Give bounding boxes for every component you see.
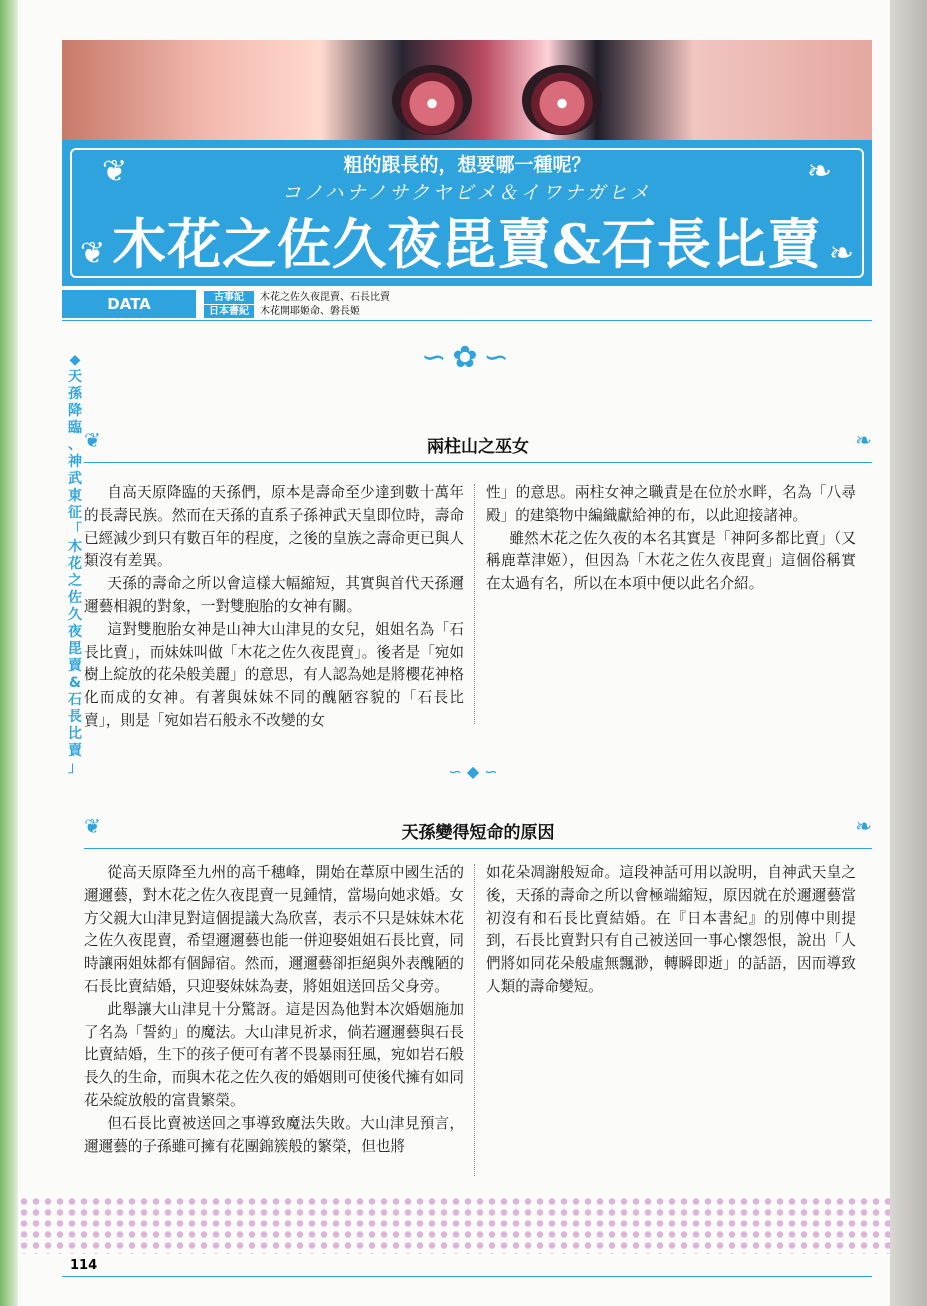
paragraph: 性」的意思。兩柱女神之職責是在位於水畔，名為「八尋殿」的建築物中編織獻給神的布，以此迎接諸神。 [486, 484, 856, 524]
side-label-char: 東 [68, 488, 82, 504]
side-label-char: 征 [68, 505, 82, 521]
column-divider [474, 484, 475, 724]
swirl-ornament-icon: ❧ [806, 154, 832, 189]
swirl-ornament-icon: ❦ [84, 814, 101, 838]
side-label-char: 天 [68, 369, 82, 385]
side-chapter-label [64, 352, 86, 777]
paragraph: 但石長比賣被送回之事導致魔法失敗。大山津見預言，邇邇藝的子孫雖可擁有花團錦簇般的繁榮，但也將 [84, 1114, 464, 1155]
swirl-ornament-icon: ❦ [102, 154, 128, 189]
section-heading-text: 兩柱山之巫女 [427, 437, 529, 457]
data-row [204, 305, 360, 318]
paragraph: 此舉讓大山津見十分驚訝。這是因為他對本次婚姻施加了名為「誓約」的魔法。大山津見祈求，倘若邇邇藝與石長比賣結婚，生下的孩子便可有著不畏暴雨狂風，宛如岩石般長久的生命，而與木花之佐久夜的婚姻則可使後代擁有如同花朵綻放般的富貴繁榮。 [84, 1000, 464, 1109]
side-label-char: & [68, 675, 82, 691]
swirl-ornament-icon: ❦ [84, 428, 101, 452]
side-label-char: 神 [68, 454, 82, 470]
flower-ornament-icon: ∽✿∽ [421, 340, 515, 375]
character-banner-image [62, 40, 872, 140]
side-label-char: 佐 [68, 590, 82, 606]
dot-pattern-decoration [18, 1196, 890, 1254]
section1-left-column [84, 482, 464, 733]
paragraph: 雖然木花之佐久夜的本名其實是「神阿多都比賣」（又稱鹿葦津姬），但因為「木花之佐久夜毘賣」這個俗稱實在太過有名，所以在本項中便以此名介紹。 [486, 529, 856, 593]
section2-right-column [486, 862, 856, 999]
data-row-key: 古事記 [204, 291, 254, 304]
swirl-ornament-icon: ❧ [855, 428, 872, 452]
paragraph: 如花朵凋謝般短命。這段神話可用以說明，自神武天皇之後，天孫的壽命之所以會極端縮短，原因就在於邇邇藝當初沒有和石長比賣結婚。在『日本書紀』的別傳中則提到，石長比賣對只有自己被送回一事心懷怨恨，說出「人們將如同花朵般虛無飄渺，轉瞬即逝」的話語，因而導致人類的壽命變短。 [486, 864, 856, 995]
page-title: 木花之佐久夜毘賣&石長比賣 [112, 212, 822, 276]
footer-rule [62, 1276, 872, 1277]
side-label-char: 石 [68, 692, 82, 708]
character-eye-right [522, 65, 602, 135]
divider-ornament-icon: ∽ ◆ ∽ [448, 762, 498, 781]
side-label-char: 比 [68, 726, 82, 742]
side-label-char: 夜 [68, 624, 82, 640]
section-heading [84, 426, 872, 463]
side-label-char: 花 [68, 556, 82, 572]
section2-left-column [84, 862, 464, 1158]
side-label-char: 之 [68, 573, 82, 589]
data-row-value: 木花開耶姬命、磐長姬 [260, 306, 360, 317]
side-label-char: ◆ [69, 352, 81, 368]
data-bar [62, 290, 872, 321]
paragraph: 天孫的壽命之所以會這樣大幅縮短，其實與首代天孫邇邇藝相親的對象，一對雙胞胎的女神有關。 [84, 575, 464, 615]
section-heading-text: 天孫變得短命的原因 [401, 823, 555, 843]
side-label-char: 降 [68, 403, 82, 419]
side-label-char: 賣 [68, 743, 82, 759]
book-page [18, 0, 890, 1306]
swirl-ornament-icon: ❧ [855, 814, 872, 838]
character-eye-left [392, 65, 472, 135]
page-number: 114 [70, 1258, 98, 1273]
paragraph: 這對雙胞胎女神是山神大山津見的女兒，姐姐名為「石長比賣」，而妹妹叫做「木花之佐久夜毘賣」。後者是「宛如樹上綻放的花朵般美麗」的意思，有人認為她是將櫻花神格化而成的女神。有著與妹妹不同的醜陋容貌的「石長比賣」，則是「宛如岩石般永不改變的女 [84, 620, 464, 729]
page-edge-strip [0, 0, 18, 1306]
swirl-ornament-icon: ❧ [828, 236, 854, 271]
column-divider [474, 864, 475, 1176]
data-row-value: 木花之佐久夜毘賣、石長比賣 [260, 292, 390, 303]
section-heading [84, 812, 872, 849]
side-label-char: 木 [68, 539, 82, 555]
side-label-char: 武 [68, 471, 82, 487]
banner-subtitle: 粗的跟長的，想要哪一種呢？ [343, 154, 591, 176]
side-label-char: 」 [68, 760, 82, 776]
side-label-char: 久 [68, 607, 82, 623]
side-label-char: 、 [68, 437, 82, 453]
side-label-char: 孫 [68, 386, 82, 402]
side-label-char: 臨 [68, 420, 82, 436]
data-label: DATA [62, 290, 196, 318]
side-label-char: 長 [68, 709, 82, 725]
paragraph: 自高天原降臨的天孫們，原本是壽命至少達到數十萬年的長壽民族。然而在天孫的直系子孫神武天皇即位時，壽命已經減少到只有數百年的程度，之後的皇族之壽命更已與人類沒有差異。 [84, 484, 464, 570]
swirl-ornament-icon: ❦ [80, 236, 106, 271]
data-row-key: 日本書紀 [204, 305, 254, 318]
title-box [62, 140, 872, 286]
book-spine-shadow [890, 0, 927, 1306]
banner-kana-reading: コノハナノサクヤビメ＆イワナガヒメ [281, 182, 652, 204]
side-label-char: 毘 [68, 641, 82, 657]
section1-right-column [486, 482, 856, 596]
side-label-char: 賣 [68, 658, 82, 674]
side-label-char: 「 [68, 522, 82, 538]
paragraph: 從高天原降至九州的高千穗峰，開始在葦原中國生活的邇邇藝，對木花之佐久夜毘賣一見鍾情，當場向她求婚。女方父親大山津見對這個提議大為欣喜，表示不只是妹妹木花之佐久夜毘賣，希望邇邇藝也能一併迎娶姐姐石長比賣，同時讓兩姐妹都有個歸宿。然而，邇邇藝卻拒絕與外表醜陋的石長比賣結婚，只迎娶妹妹為妻，將姐姐送回岳父身旁。 [84, 864, 464, 995]
data-row [204, 291, 390, 304]
